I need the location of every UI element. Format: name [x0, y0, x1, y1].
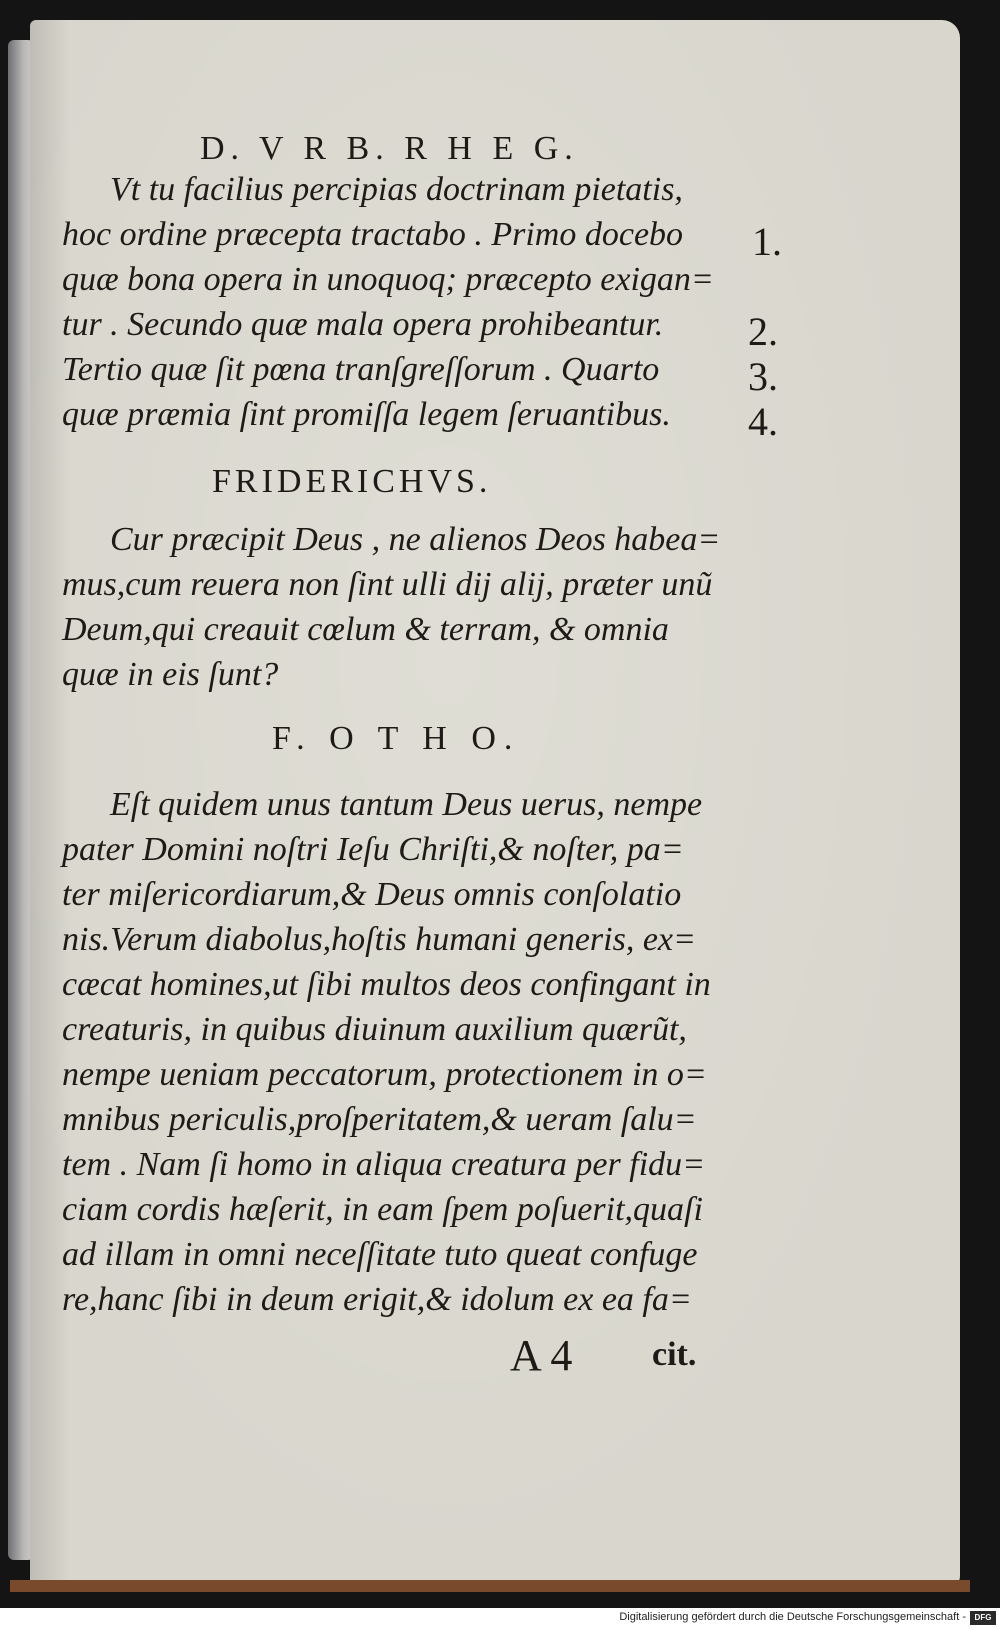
speech-line: nis.Verum diabolus,hoſtis humani generis, ex=	[62, 921, 696, 958]
page-bottom-edge	[10, 1580, 970, 1592]
digitization-credit: Digitalisierung gefördert durch die Deutsche Forschungsgemeinschaft -	[619, 1611, 966, 1623]
intro-line: quæ præmia ſint promiſſa legem ſeruantibus.	[62, 396, 671, 433]
speech-line: cæcat homines,ut ſibi multos deos confingant in	[62, 966, 711, 1003]
intro-line: tur . Secundo quæ mala opera prohibeantur.	[62, 306, 664, 343]
margin-number: 3.	[748, 354, 778, 399]
speech-line: ad illam in omni neceſſitate tuto queat confuge	[62, 1236, 698, 1273]
intro-line: Vt tu facilius percipias doctrinam pietatis,	[110, 171, 683, 208]
speech-line: mnibus periculis,proſperitatem,& ueram ſalu=	[62, 1101, 697, 1138]
speech-line: Cur præcipit Deus , ne alienos Deos habea=	[110, 521, 721, 558]
running-head: D. V R B. R H E G.	[200, 130, 579, 167]
speaker-name: FRIDERICHVS.	[212, 463, 492, 500]
speech-line: tem . Nam ſi homo in aliqua creatura per fidu=	[62, 1146, 706, 1183]
speech-line: creaturis, in quibus diuinum auxilium quærũt,	[62, 1011, 687, 1048]
intro-line: hoc ordine præcepta tractabo . Primo docebo	[62, 216, 684, 253]
speech-line: ciam cordis hæſerit, in eam ſpem poſuerit,quaſi	[62, 1191, 703, 1228]
speech-line: re,hanc ſibi in deum erigit,& idolum ex ea fa=	[62, 1281, 692, 1318]
speech-line: mus,cum reuera non ſint ulli dij alij, præter unũ	[62, 566, 713, 603]
speech-line: pater Domini noſtri Ieſu Chriſti,& noſter, pa=	[62, 831, 684, 868]
speech-line: ter miſericordiarum,& Deus omnis conſolatio	[62, 876, 682, 913]
speech-line: nempe ueniam peccatorum, protectionem in o=	[62, 1056, 707, 1093]
dfg-logo: DFG	[970, 1611, 996, 1625]
intro-line: quæ bona opera in unoquoq; præcepto exigan=	[62, 261, 714, 298]
margin-number: 1.	[752, 219, 782, 264]
speaker-name: F. O T H O.	[272, 720, 521, 757]
catchword: cit.	[652, 1336, 697, 1373]
speech-line: quæ in eis ſunt?	[62, 656, 279, 693]
margin-number: 2.	[748, 309, 778, 354]
signature-mark: A 4	[510, 1331, 573, 1380]
intro-line: Tertio quæ ſit pœna tranſgreſſorum . Quarto	[62, 351, 660, 388]
speech-line: Deum,qui creauit cœlum & terram, & omnia	[62, 611, 669, 648]
margin-number: 4.	[748, 399, 778, 444]
speech-line: Eſt quidem unus tantum Deus uerus, nempe	[110, 786, 703, 823]
